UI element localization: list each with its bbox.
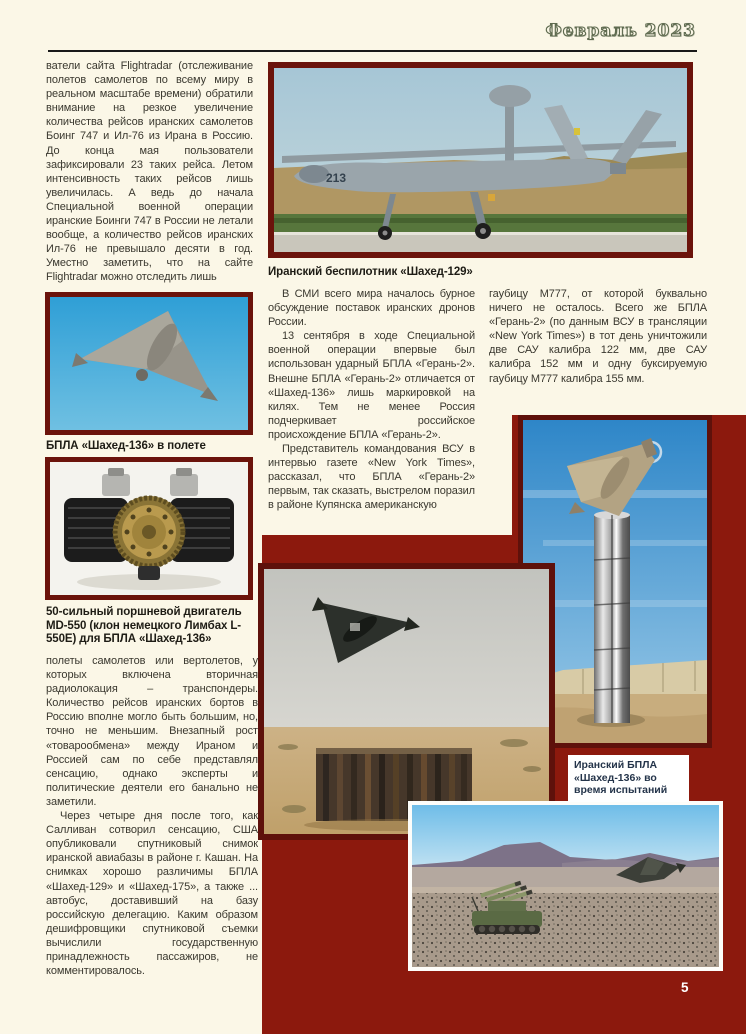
caption-pedestal-box: Иранский БПЛА «Шахед-136» во время испытаний: [568, 755, 689, 802]
engine-photo-art: [50, 462, 248, 595]
text-column-left-top: ватели сайта Flightradar (отслеживание полетов самолетов по всему миру в реальном масштабе времени) обратили внимание на резкое увеличение количества рейсов иранских самолетов Боинг 747 и Ил-76 из Ирана в Россию. До конца мая пользователи зафиксировали 23 таких рейса. Летом интенсивность таких рейсов лишь увеличилась. А ведь до начала Специальной военной операции иранские Боинги 747 в России не летали вообще, а количество рейсов иранских Ил-76 не превышало десяти в год. Уместно заметить, что на сайте Flightradar можно отследить лишь: [46, 60, 253, 284]
caption-shahed136-flight: БПЛА «Шахед-136» в полете: [46, 440, 206, 452]
header-rule: [48, 50, 697, 52]
photo-geran2-over-container: [258, 563, 555, 840]
text-column-left-bottom: полеты самолетов или вертолетов, у которых включена вторичная радиолокация – транспондеры. Количество рейсов иранских бортов в Россию вполне могло быть большим, но, точно не меньшим. Внезапный рост «товарообмена» между Ираном и Россией сам по себе представлял сенсацию, однако эксперты и политические деятели его банально не заметили. Через четыре дня после того, как Салливан сотворил сенсацию, США опубликовали спутниковый снимок иранской авиабазы в районе г. Кашан. На снимках хорошо различимы БПЛА «Шахед-129» и «Шахед-175», а также ... автобус, доставивший на базу российскую делегацию. Каким образом дешифровщики спутниковой съемки вычислили государственную принадлежность пассажиров, не комментировалось.: [46, 655, 258, 978]
header-date: Февраль 2023: [545, 21, 696, 41]
launch-photo-art: [412, 805, 719, 967]
caption-engine: 50-сильный поршневой двигатель MD-550 (клон немецкого Лимбах L-550E) для БПЛА «Шахед-136»: [46, 606, 242, 645]
photo-shahed136-in-flight: [45, 292, 253, 435]
shahed129-photo-art: [274, 68, 687, 252]
container-photo-art: [264, 569, 549, 834]
photo-launch-site: [408, 801, 723, 971]
text-column-right: гаубицу М777, от которой буквально ничего не осталось. Всего же БПЛА «Герань-2» (по данным ВСУ в трансляции «New York Times») в тот день уничтожили две САУ калибра 122 мм, две САУ калибра 152 мм и одну буксируемую гаубицу М777 калибра 155 мм.: [489, 288, 707, 385]
photo-md550-engine: [45, 457, 253, 600]
drone-tail-number: 213: [326, 171, 347, 185]
satcom-dome: [489, 85, 531, 107]
page-number: 5: [681, 980, 689, 995]
flywheel-gear: [113, 496, 185, 568]
photo-shahed129-drone: [268, 62, 693, 258]
text-column-middle: В СМИ всего мира началось бурное обсуждение поставок иранских дронов России. 13 сентября в ходе Специальной военной операции впервые был использован ударный БПЛА «Герань-2». Внешне БПЛА «Герань-2» отличается от «Шахед-136» лишь маркировкой на килях. Тем не менее Россия подчеркивает российское происхождение БПЛА «Герань-2». Представитель командования ВСУ в интервью газете «New York Times», рассказал, что БПЛА «Герань-2» первым, так сказать, выстрелом поразил в районе Купянска американскую: [268, 288, 475, 512]
caption-shahed129: Иранский беспилотник «Шахед-129»: [268, 266, 473, 278]
shahed136-flight-art: [50, 297, 248, 430]
